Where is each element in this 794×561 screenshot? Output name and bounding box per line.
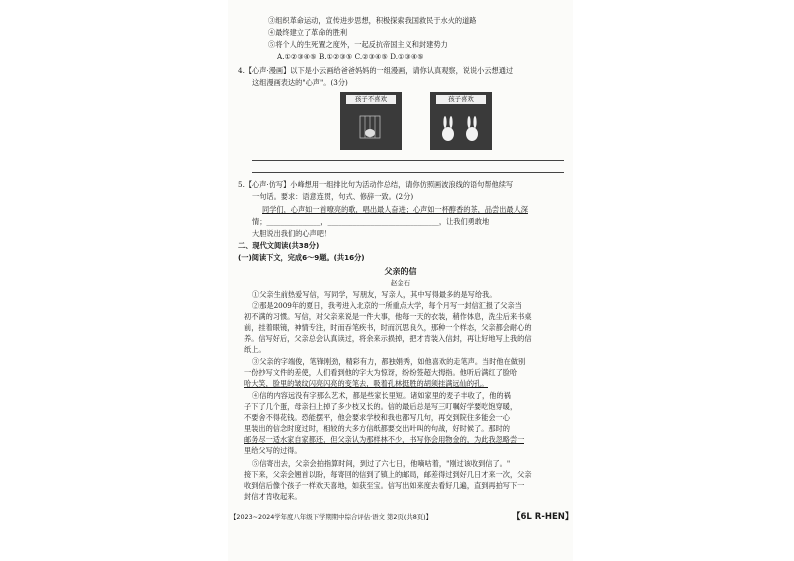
article-author: 赵金石	[390, 279, 411, 287]
paragraph-line: ④信的内容远没有字那么艺术，都是些家长里短。诸如家里的麦子丰收了，他的祸	[252, 391, 511, 400]
q5-fill-line[interactable]: 情；_______________，_______________________________，让我们勇敢地	[252, 217, 490, 226]
paragraph-line: 收到信后像个孩子一样欢天喜地，如获至宝。信写出如来度去看好几遍，直到再拍写下一	[244, 481, 525, 490]
paragraph-line: ③父亲的字端俊，笔锋刚劲，精彩有力，都独娟秀，如他喜欢的走笔声。当时他在做别	[252, 357, 526, 366]
comic-panel-like-title: 孩子喜欢	[436, 95, 486, 104]
section-heading: 二、现代文阅读(共38分)	[238, 241, 320, 250]
comic-panel-dislike-title: 孩子不喜欢	[346, 95, 396, 104]
paragraph-line: 里给父写的过得。	[244, 446, 302, 455]
comic-panel-dislike	[340, 92, 402, 150]
q4-prompt-line2: 这组漫画表达的"心声"。(3分)	[252, 78, 348, 87]
paragraph-line: 养。信写好后，父亲总会认真读过，将余来示损掉，把才肯装入信封，再让好地写上我的信	[244, 334, 532, 343]
paragraph-line: 邮务尽一适水家自家都还，但父亲认为那样林不少，书写你会用物金的，为此我忽略尝一	[244, 435, 525, 444]
article-title: 父亲的信	[384, 267, 417, 276]
paragraph-line: 一份抄写文件的差使，人们看到他的字大为惊讶，纷纷签超大拇指。他听后满红了脸哈	[244, 368, 518, 377]
paragraph-line: 哈大笑，脸里的皱纹闪亮闪亮的变笔去，吸着孔林挺胜的胡须挂满远仙的孔。	[244, 379, 489, 388]
paragraph-line: 前，挂着眼镜，神情专注，时而吞笔疾书，时而沉思良久，那种一个样态，父亲都会耐心的	[244, 323, 532, 332]
paragraph-line: 不要舍不得花钱。恐能摆平，他会要求学校和我也都写几句，再交到院住多能会一心	[244, 413, 510, 422]
answer-line-2[interactable]	[252, 172, 564, 173]
q5-prompt-line1: 5.【心声·仿写】小峰想用一组排比句为活动作总结，请你仿照画波浪线的语句帮他续写	[238, 180, 514, 189]
paragraph-line: 里装出的信念时度过时，相较的大多方信纸都要交出叶叫的句战，好时候了。那时的	[244, 424, 510, 433]
caged-rabbit-icon	[340, 92, 402, 150]
q5-end-line: 大胆说出我们的心声吧！	[252, 229, 332, 238]
paragraph-line: ②那是2009年的夏日，我考进入北京的一所重点大学，每个月写一封信汇报了父亲当	[252, 301, 522, 310]
answer-options: A.①②③④⑤ B.①②③⑤ C.②③④⑤ D.①③④⑤	[277, 52, 424, 61]
choice-item-4: ④最终建立了革命的胜利	[268, 28, 348, 37]
choice-item-5: ⑤将个人的生死置之度外，一起反抗帝国主义和封建势力	[268, 40, 448, 49]
q5-example-line: 同学们，心声如一首嘹亮的歌，唱出最人奋进；心声如一杯醇香的茶，品尝出最人深	[262, 205, 528, 214]
choice-item-3: ③组织革命运动，宣传进步思想，积极探索我国救民于水火的道路	[268, 16, 477, 25]
paragraph-line: 封信才肯收起来。	[244, 492, 302, 501]
section-subheading: (一)阅读下文，完成6～9题。(共16分)	[238, 253, 365, 262]
paragraph-line: ⑤信寄出去，父亲会拍指算时间，到过了六七日，他嘀咕着，"刚过该收到信了。"	[252, 459, 511, 468]
paragraph-line: 初不满的习惯。写信，对父亲来说是一件大事，他每一天的衣装，稍作体息，洗尘后来书桌	[244, 312, 532, 321]
page-footer: 【2023~2024学年度八年级下学期期中综合评估·语文 第2页(共8页)】	[230, 513, 433, 521]
paragraph-line: ①父亲生前热爱写信，写同学，写朋友，写亲人，其中写得最多的是写给我。	[252, 290, 497, 299]
paragraph-line: 子下了几个蛋，母亲扫上掉了多少枝又长的。信的最后总是写三叮嘱好学要吃饱穿暖，	[244, 402, 518, 411]
exam-code: 【6L R-HEN】	[512, 512, 574, 522]
q5-prompt-line2: 一句话。要求：语意连贯，句式、修辞一致。(2分)	[252, 192, 414, 201]
q4-prompt-line1: 4.【心声·漫画】以下是小云画给爸爸妈妈的一组漫画，请你认真观察，说说小云想通过	[238, 66, 514, 75]
free-rabbits-icon	[430, 92, 492, 150]
answer-line-1[interactable]	[252, 160, 564, 161]
paragraph-line: 纸上。	[244, 345, 266, 354]
comic-panel-like	[430, 92, 492, 150]
paragraph-line: 接下来，父亲会翘首以盼，每寄回的信到了镇上的邮局，邮差得过到好几日才来一次，父亲	[244, 470, 532, 479]
